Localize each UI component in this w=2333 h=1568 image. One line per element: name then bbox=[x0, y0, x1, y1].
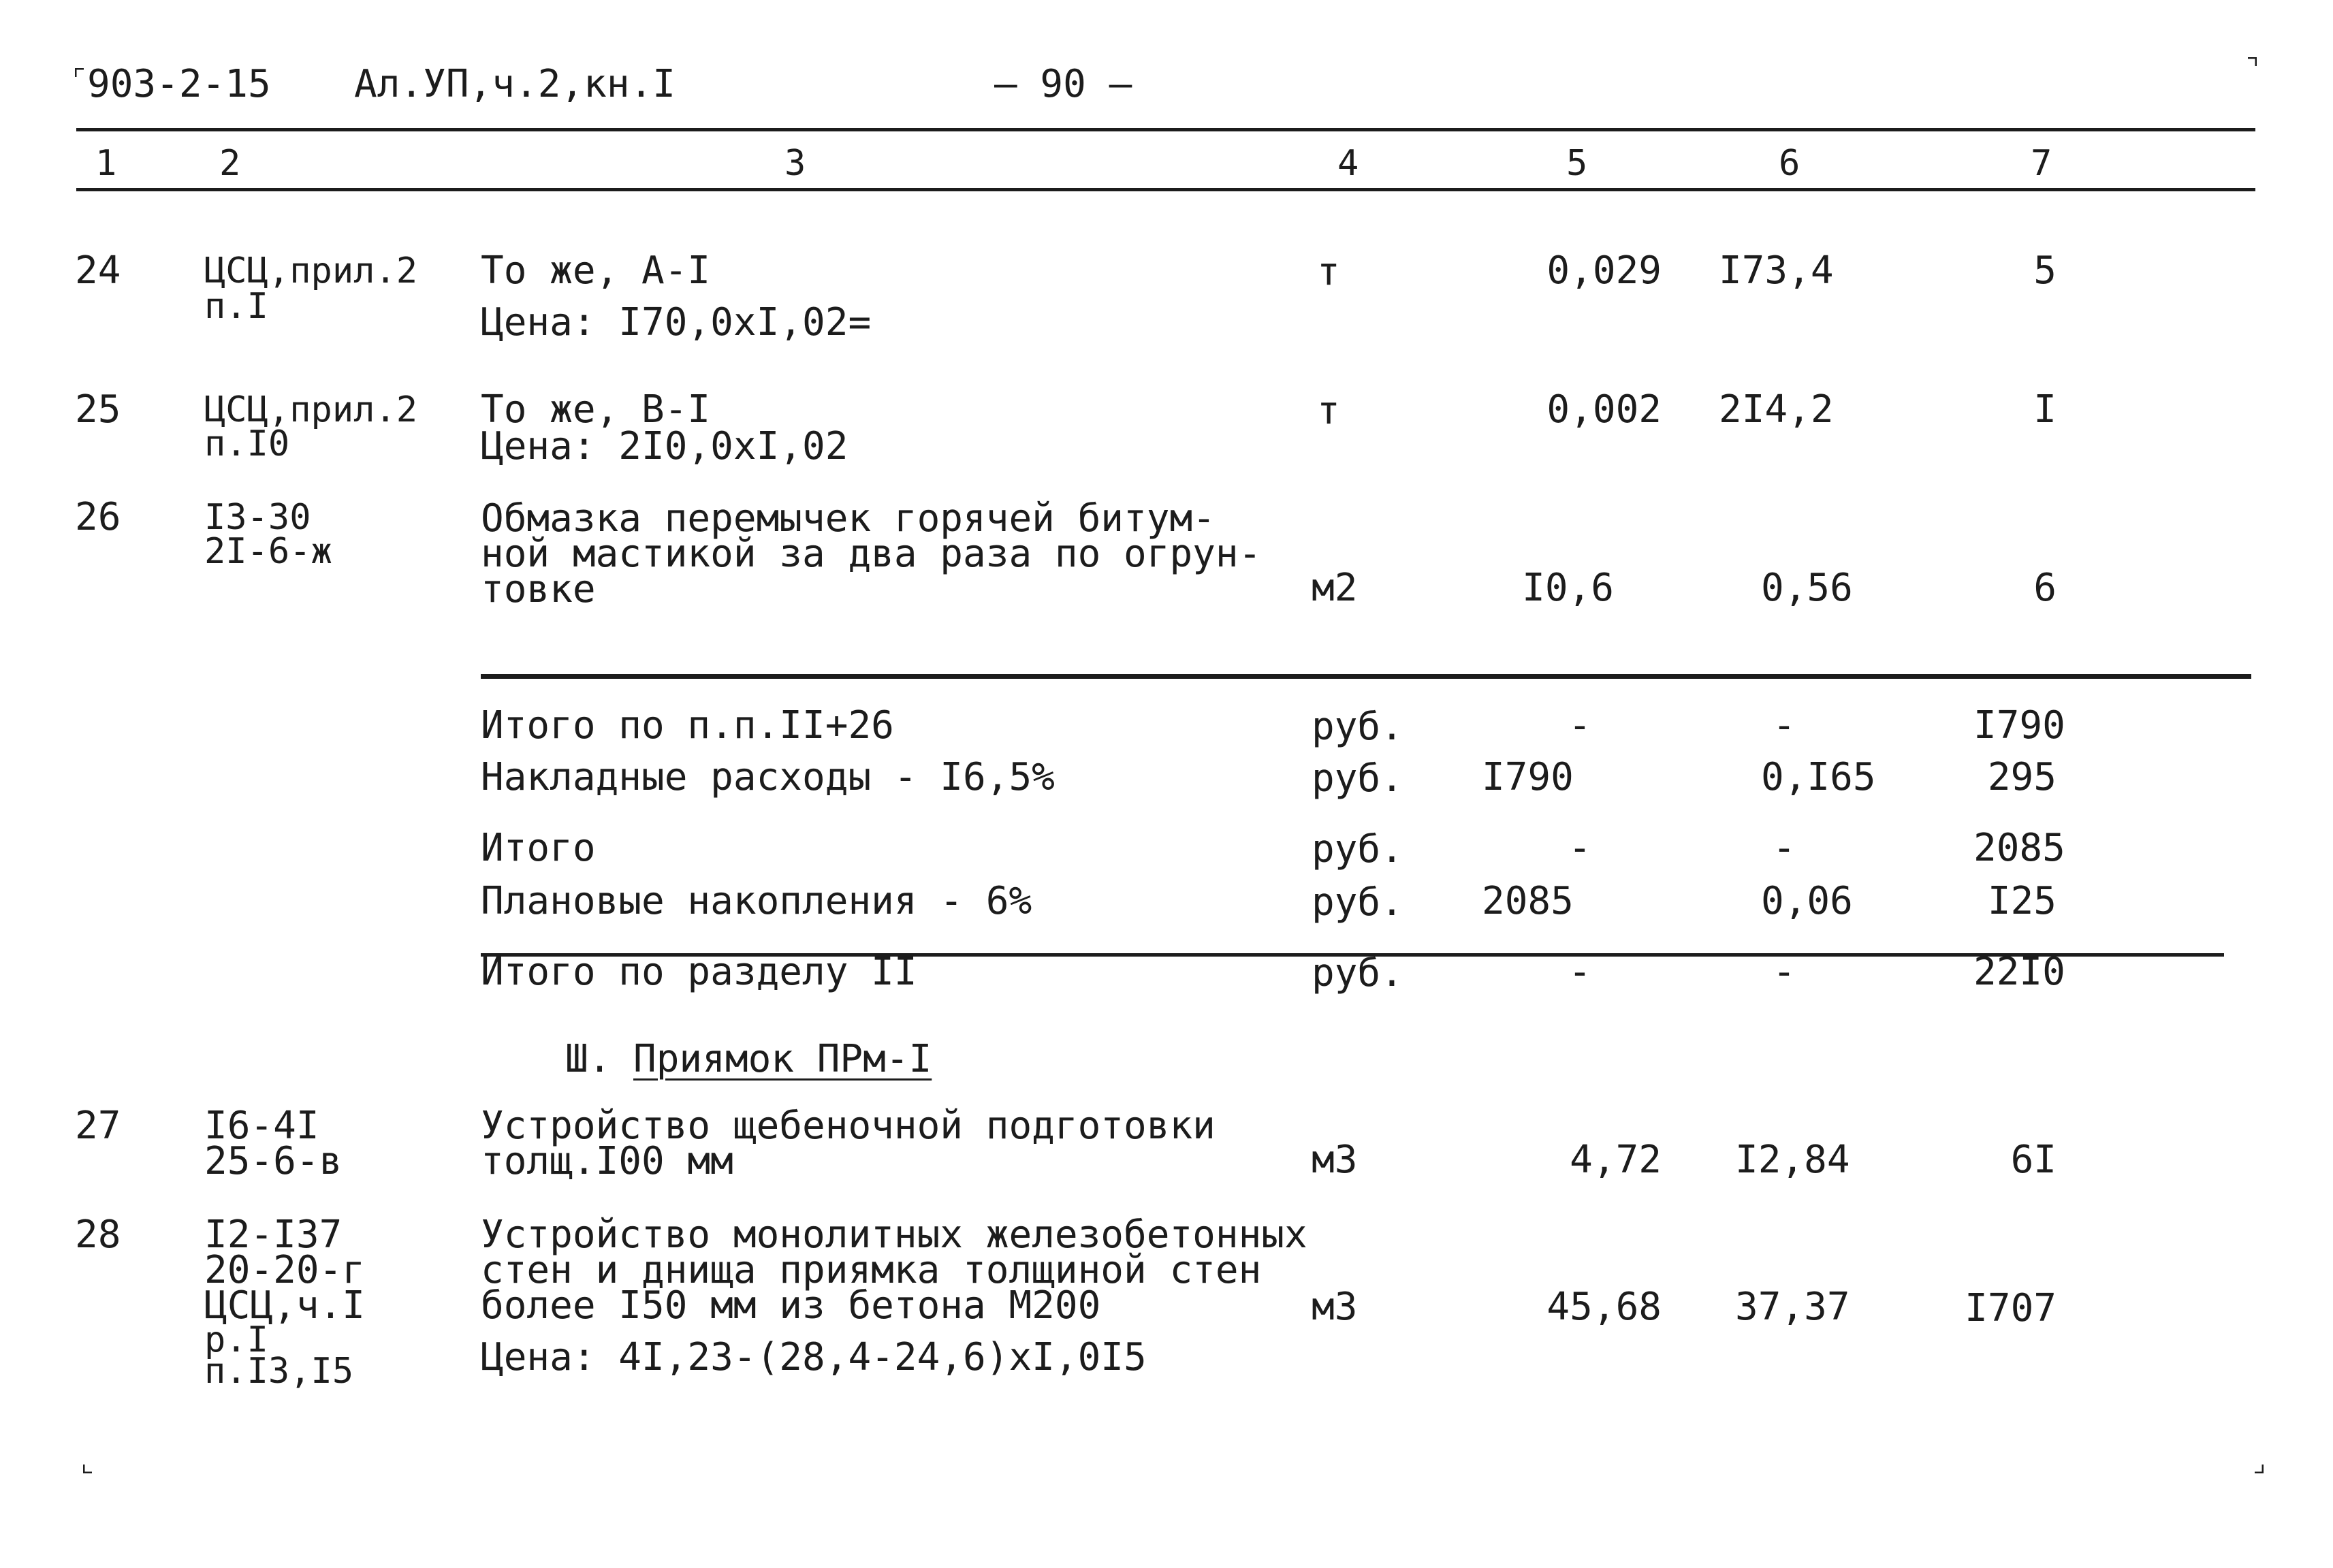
row-25-ref-line2: п.I0 bbox=[204, 423, 290, 464]
row-24-ref-line2: п.I bbox=[204, 286, 268, 327]
column-header-2: 2 bbox=[219, 143, 241, 184]
row-24-total: 5 bbox=[2033, 249, 2057, 293]
row-24-quantity: 0,029 bbox=[1546, 249, 1662, 293]
corner-mark-bottom-right bbox=[2254, 1464, 2264, 1473]
summary-planned-base: 2085 bbox=[1482, 879, 1574, 923]
row-24-ref-line1: ЦСЦ,прил.2 bbox=[204, 251, 418, 291]
row-27-quantity: 4,72 bbox=[1570, 1138, 1662, 1182]
album-reference: Ал.УП,ч.2,кн.I bbox=[354, 62, 676, 106]
section-total-label: Итого по разделу II bbox=[481, 950, 917, 994]
summary-overhead-total: 295 bbox=[1987, 755, 2057, 799]
section-number: Ш. bbox=[565, 1037, 612, 1081]
summary-total-rate: - bbox=[1773, 826, 1796, 870]
summary-subtotal-rate: - bbox=[1773, 703, 1796, 748]
summary-subtotal-label: Итого по п.п.II+26 bbox=[481, 703, 894, 748]
row-26-ref-line2: 2I-6-ж bbox=[204, 531, 332, 572]
page-number: — 90 — bbox=[994, 62, 1132, 106]
row-27-unit-price: I2,84 bbox=[1735, 1138, 1850, 1182]
summary-subtotal-base: - bbox=[1568, 703, 1591, 748]
column-header-4: 4 bbox=[1337, 143, 1359, 184]
row-28-description-line3: более I50 мм из бетона М200 bbox=[481, 1283, 1101, 1328]
column-header-3: 3 bbox=[784, 143, 806, 184]
row-26-description-line3: товке bbox=[481, 567, 596, 611]
row-25-unit: т bbox=[1317, 389, 1340, 433]
summary-overhead-base: I790 bbox=[1482, 755, 1574, 799]
row-28-ref-line4: р.I bbox=[204, 1319, 268, 1360]
section-total-unit: руб. bbox=[1312, 951, 1403, 995]
row-25-number: 25 bbox=[75, 387, 121, 432]
row-24-description: То же, А-I bbox=[481, 249, 711, 293]
row-28-ref-line1: I2-I37 bbox=[204, 1213, 343, 1257]
corner-mark-top-left bbox=[75, 68, 84, 78]
header-rule-top bbox=[76, 128, 2255, 131]
row-24-unit: т bbox=[1317, 250, 1340, 294]
summary-overhead-rate: 0,I65 bbox=[1761, 755, 1876, 799]
row-27-unit: м3 bbox=[1312, 1138, 1358, 1182]
row-26-description-line1: Обмазка перемычек горячей битум- bbox=[481, 496, 1216, 541]
row-27-total: 6I bbox=[2010, 1138, 2057, 1182]
row-26-unit-price: 0,56 bbox=[1761, 566, 1853, 610]
corner-mark-top-right bbox=[2247, 57, 2257, 67]
row-28-ref-line5: п.I3,I5 bbox=[204, 1351, 354, 1392]
section-title: Приямок ПРм-I bbox=[633, 1037, 932, 1081]
summary-overhead-unit: руб. bbox=[1312, 756, 1403, 801]
summary-planned-rate: 0,06 bbox=[1761, 879, 1853, 923]
row-28-unit: м3 bbox=[1312, 1285, 1358, 1329]
doc-code: 903-2-15 bbox=[87, 62, 271, 106]
row-25-quantity: 0,002 bbox=[1546, 387, 1662, 432]
column-header-5: 5 bbox=[1566, 143, 1588, 184]
summary-planned-unit: руб. bbox=[1312, 880, 1403, 925]
row-28-total: I707 bbox=[1965, 1286, 2057, 1330]
summary-planned-label: Плановые накопления - 6% bbox=[481, 879, 1032, 923]
section-total-total: 22I0 bbox=[1973, 950, 2065, 994]
summary-subtotal-unit: руб. bbox=[1312, 705, 1403, 749]
row-24-number: 24 bbox=[75, 249, 121, 293]
row-27-description-line2: толщ.I00 мм bbox=[481, 1139, 733, 1183]
row-25-ref-line1: ЦСЦ,прил.2 bbox=[204, 389, 418, 430]
summary-total-label: Итого bbox=[481, 826, 596, 870]
summary-total-total: 2085 bbox=[1973, 826, 2065, 870]
row-28-quantity: 45,68 bbox=[1546, 1285, 1662, 1329]
row-26-total: 6 bbox=[2033, 566, 2057, 610]
section-total-rate: - bbox=[1773, 950, 1796, 994]
row-28-price-note: Цена: 4I,23-(28,4-24,6)хI,0I5 bbox=[481, 1335, 1147, 1379]
row-28-number: 28 bbox=[75, 1213, 121, 1257]
row-27-ref-line2: 25-6-в bbox=[204, 1139, 343, 1183]
row-28-description-line1: Устройство монолитных железобетонных bbox=[481, 1213, 1307, 1257]
row-27-ref-line1: I6-4I bbox=[204, 1104, 319, 1148]
row-24-unit-price: I73,4 bbox=[1719, 249, 1834, 293]
row-26-description-line2: ной мастикой за два раза по огрун- bbox=[481, 532, 1262, 576]
column-header-6: 6 bbox=[1779, 143, 1800, 184]
summary-overhead-label: Накладные расходы - I6,5% bbox=[481, 755, 1055, 799]
row-25-description: То же, В-I bbox=[481, 387, 711, 432]
row-25-total: I bbox=[2033, 387, 2057, 432]
column-header-7: 7 bbox=[2031, 143, 2052, 184]
summary-rule-top bbox=[481, 674, 2251, 679]
column-header-1: 1 bbox=[95, 143, 117, 184]
row-26-unit: м2 bbox=[1312, 566, 1358, 610]
row-28-unit-price: 37,37 bbox=[1735, 1285, 1850, 1329]
row-28-ref-line2: 20-20-г bbox=[204, 1248, 366, 1292]
corner-mark-bottom-left bbox=[83, 1464, 93, 1473]
header-rule-bottom bbox=[76, 188, 2255, 191]
section-total-base: - bbox=[1568, 950, 1591, 994]
row-25-unit-price: 2I4,2 bbox=[1719, 387, 1834, 432]
summary-planned-total: I25 bbox=[1987, 879, 2057, 923]
summary-total-unit: руб. bbox=[1312, 827, 1403, 871]
row-27-description-line1: Устройство щебеночной подготовки bbox=[481, 1104, 1216, 1148]
row-26-ref-line1: I3-30 bbox=[204, 497, 311, 538]
row-24-price-note: Цена: I70,0хI,02= bbox=[481, 300, 872, 345]
row-26-quantity: I0,6 bbox=[1522, 566, 1614, 610]
row-28-description-line2: стен и днища приямка толщиной стен bbox=[481, 1248, 1262, 1292]
row-26-number: 26 bbox=[75, 495, 121, 539]
summary-subtotal-total: I790 bbox=[1973, 703, 2065, 748]
summary-total-base: - bbox=[1568, 826, 1591, 870]
row-25-price-note: Цена: 2I0,0хI,02 bbox=[481, 424, 848, 468]
row-27-number: 27 bbox=[75, 1104, 121, 1148]
row-28-ref-line3: ЦСЦ,ч.I bbox=[204, 1283, 366, 1328]
